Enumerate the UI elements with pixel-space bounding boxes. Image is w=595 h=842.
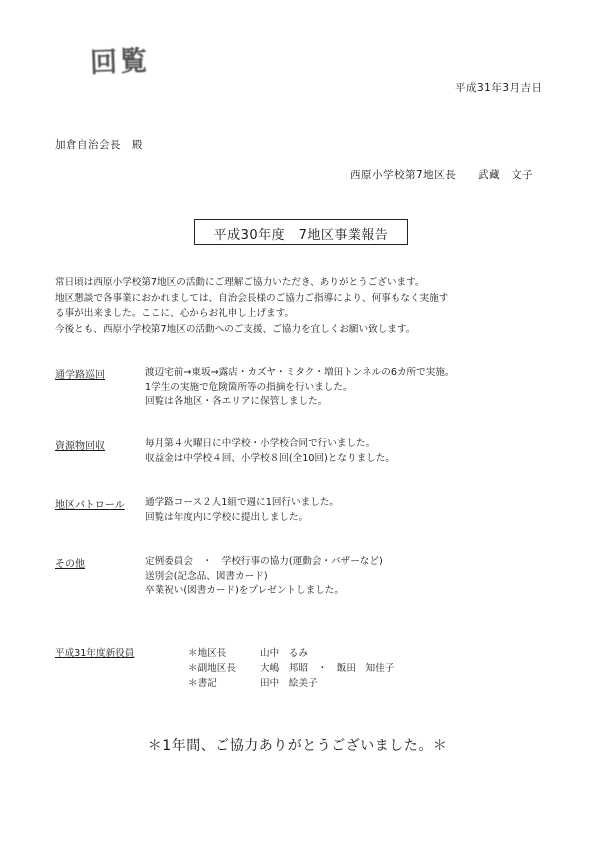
section-line: 1学生の実施で危険箇所等の指摘を行いました。: [145, 381, 353, 393]
section-line: 回覧は年度内に学校に提出しました。: [145, 511, 309, 523]
addressee: 加倉自治会長 殿: [55, 139, 143, 151]
section-body-patrol-route: [145, 366, 455, 410]
intro-line: 地区懇談で各事業におかれましては、自治会長様のご協力ご指導により、何事もなく実施す: [55, 292, 449, 304]
new-officers-label: 平成31年度新役員: [55, 648, 135, 659]
section-label-recycling: 資源物回収: [55, 441, 105, 452]
officer-name: 大嶋 邦昭 ・ 飯田 知佳子: [260, 663, 395, 674]
section-label-district-patrol: 地区パトロール: [55, 500, 125, 511]
section-line: 定例委員会 ・ 学校行事の協力(運動会・バザーなど): [145, 556, 383, 567]
intro-line: る事が出来ました。ここに、心からお礼申し上げます。: [55, 308, 295, 319]
section-line: 毎月第４火曜日に中学校・小学校合同で行いました。: [145, 438, 376, 449]
intro-line: 常日頃は西原小学校第7地区の活動にご理解ご協力いただき、ありがとうございます。: [55, 277, 425, 288]
sender: 西原小学校第7地区長 武藏 文子: [350, 169, 534, 181]
intro-paragraph: [55, 275, 555, 337]
document-title: 平成30年度 7地区事業報告: [213, 228, 389, 243]
document-title-box: [194, 219, 408, 245]
section-line: 卒業祝い(図書カード)をプレゼントしました。: [145, 585, 344, 596]
circulation-stamp: [89, 38, 160, 80]
section-label-other: その他: [55, 559, 85, 570]
section-line: 渡辺宅前→東坂→露店・カズヤ・ミタク・増田トンネルの6カ所で実施。: [145, 367, 455, 378]
section-line: 回覧は各地区・各エリアに保管しました。: [145, 396, 328, 407]
officer-role: ＊書記: [188, 678, 217, 689]
section-body-other: [145, 555, 383, 599]
officer-role: ＊地区長: [188, 648, 227, 659]
intro-line: 今後とも、西原小学校第7地区の活動へのご支援、ご協力を宜しくお願い致します。: [55, 323, 416, 335]
officer-name: 田中 絵美子: [260, 678, 318, 689]
section-body-recycling: [145, 437, 395, 466]
section-line: 送別会(記念品、図書カード): [145, 570, 268, 582]
stamp-text: 回覧: [89, 45, 151, 80]
document-date: 平成31年3月吉日: [455, 82, 543, 94]
closing-message: ＊1年間、ご協力ありがとうございました。＊: [147, 738, 448, 754]
section-line: 収益金は中学校４回、小学校８回(全10回)となりました。: [145, 452, 395, 464]
officer-name: 山中 るみ: [260, 648, 308, 659]
section-label-patrol-route: 通学路巡回: [55, 370, 105, 381]
section-body-district-patrol: [145, 496, 339, 525]
section-line: 通学路コース２人1組で週に1回行いました。: [145, 497, 340, 508]
officer-role: ＊副地区長: [188, 663, 236, 674]
